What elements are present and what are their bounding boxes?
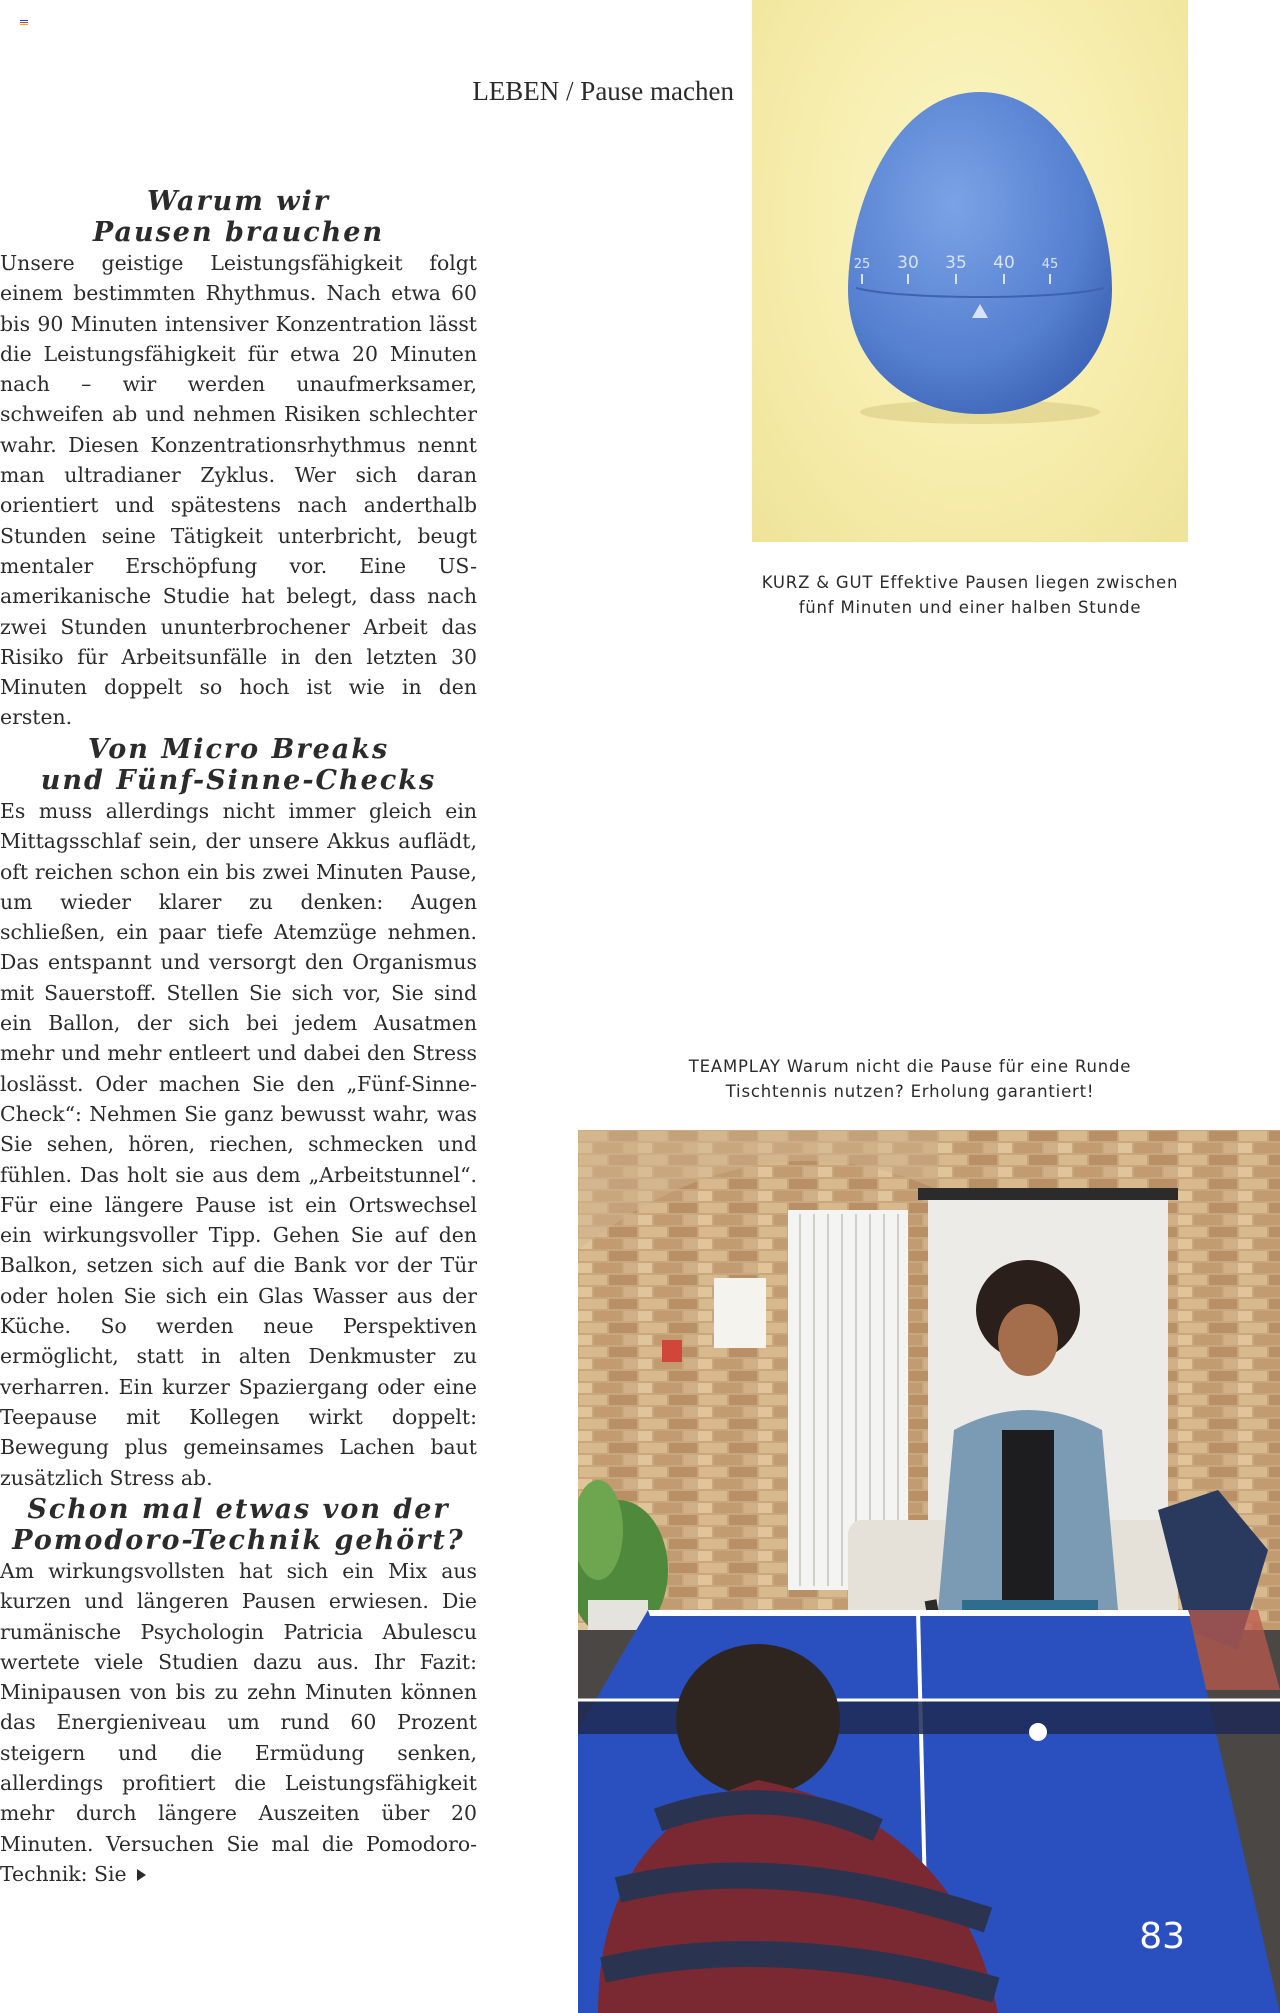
section-body: Unsere geistige Leistungsfähigkeit folgt einem bestimmten Rhythmus. Nach etwa 60 bis 90 Minuten intensiver Konzentration lässt die Leistungsfähigkeit für etwa 20 Minuten nach – wir werden unaufmerksamer, schweifen ab und nehmen Risiken schlechter wahr. Diesen Konzentrationsrhythmus nennt man ultradianer Zyklus. Wer sich daran orientiert und spätestens nach anderthalb Stunden seine Tätigkeit unterbricht, beugt mentaler Erschöpfung vor. Eine US-amerikanische Studie hat belegt, dass nach zwei Stunden ununterbrochener Arbeit das Risiko für Arbeitsunfälle in den letzten 30 Minuten doppelt so hoch ist wie in den ersten.: [0, 251, 477, 730]
section-heading: Warum wir Pausen brauchen: [92, 186, 385, 248]
timer-tick-label: 35: [945, 253, 967, 273]
table-tennis-photo: [578, 1130, 1280, 2013]
egg-caption: KURZ & GUT Effektive Pausen liegen zwischen fünf Minuten und einer halben Stunde: [761, 573, 1179, 617]
egg-timer-photo: [752, 0, 1188, 542]
section-body: Am wirkungsvollsten hat sich ein Mix aus kurzen und längeren Pausen erwiesen. Die rumänische Psychologin Patricia Abulescu wertete viele Studien dazu aus. Ihr Fazit: Minipausen von bis zu zehn Minuten können das Energieniveau um rund 60 Prozent steigern und die Ermüdung senken, allerdings profitiert die Leistungsfähigkeit mehr durch längere Auszeiten über 20 Minuten. Versuchen Sie mal die Pomodoro-Technik: Sie: [0, 1559, 477, 1886]
section-heading: Von Micro Breaks und Fünf-Sinne-Checks: [40, 734, 437, 796]
table-tennis-illustration: [578, 1130, 1280, 2013]
section-body: Es muss allerdings nicht immer gleich ein Mittagsschlaf sein, der unsere Akkus auflädt, oft reichen schon ein bis zwei Minuten Pause, um wieder klarer zu denken: Augen schließen, ein paar tiefe Atemzüge nehmen. Das entspannt und versorgt den Organismus mit Sauerstoff. Stellen Sie sich vor, Sie sind ein Ballon, der sich bei jedem Ausatmen mehr und mehr entleert und dabei den Stress loslässt. Oder machen Sie den „Fünf-Sinne-Check“: Nehmen Sie ganz bewusst wahr, was Sie sehen, hören, riechen, schmecken und fühlen. Das holt sie aus dem „Arbeitstunnel“. Für eine längere Pause ist ein Ortswechsel ein wirkungsvoller Tipp. Gehen Sie auf den Balkon, setzen sich auf die Bank vor der Tür oder holen Sie sich ein Glas Wasser aus der Küche. So werden neue Perspektiven ermöglicht, statt in alten Denkmuster zu verharren. Ein kurzer Spaziergang oder eine Teepause mit Kollegen wirkt doppelt: Bewegung plus gemeinsames Lachen baut zusätzlich Stress ab.: [0, 799, 477, 1490]
section-heading: Schon mal etwas von der Pomodoro-Technik gehört?: [12, 1494, 465, 1556]
menu-icon[interactable]: [20, 20, 28, 26]
page-number: 83: [1139, 1916, 1185, 1957]
section-label: LEBEN / Pause machen: [472, 76, 734, 106]
continue-arrow-icon: [137, 1869, 146, 1881]
section-micro-breaks: [0, 734, 477, 1493]
egg-timer-illustration: [752, 0, 1188, 542]
timer-tick-label: 45: [1041, 257, 1059, 272]
timer-tick-label: 40: [993, 253, 1015, 273]
timer-tick-label: 25: [853, 257, 871, 272]
timer-tick-label: 30: [897, 253, 919, 273]
section-pomodoro: [0, 1494, 477, 1889]
pingpong-caption: TEAMPLAY Warum nicht die Pause für eine Runde Tischtennis nutzen? Erholung garantiert!: [688, 1057, 1132, 1101]
section-why-breaks: [0, 186, 477, 733]
